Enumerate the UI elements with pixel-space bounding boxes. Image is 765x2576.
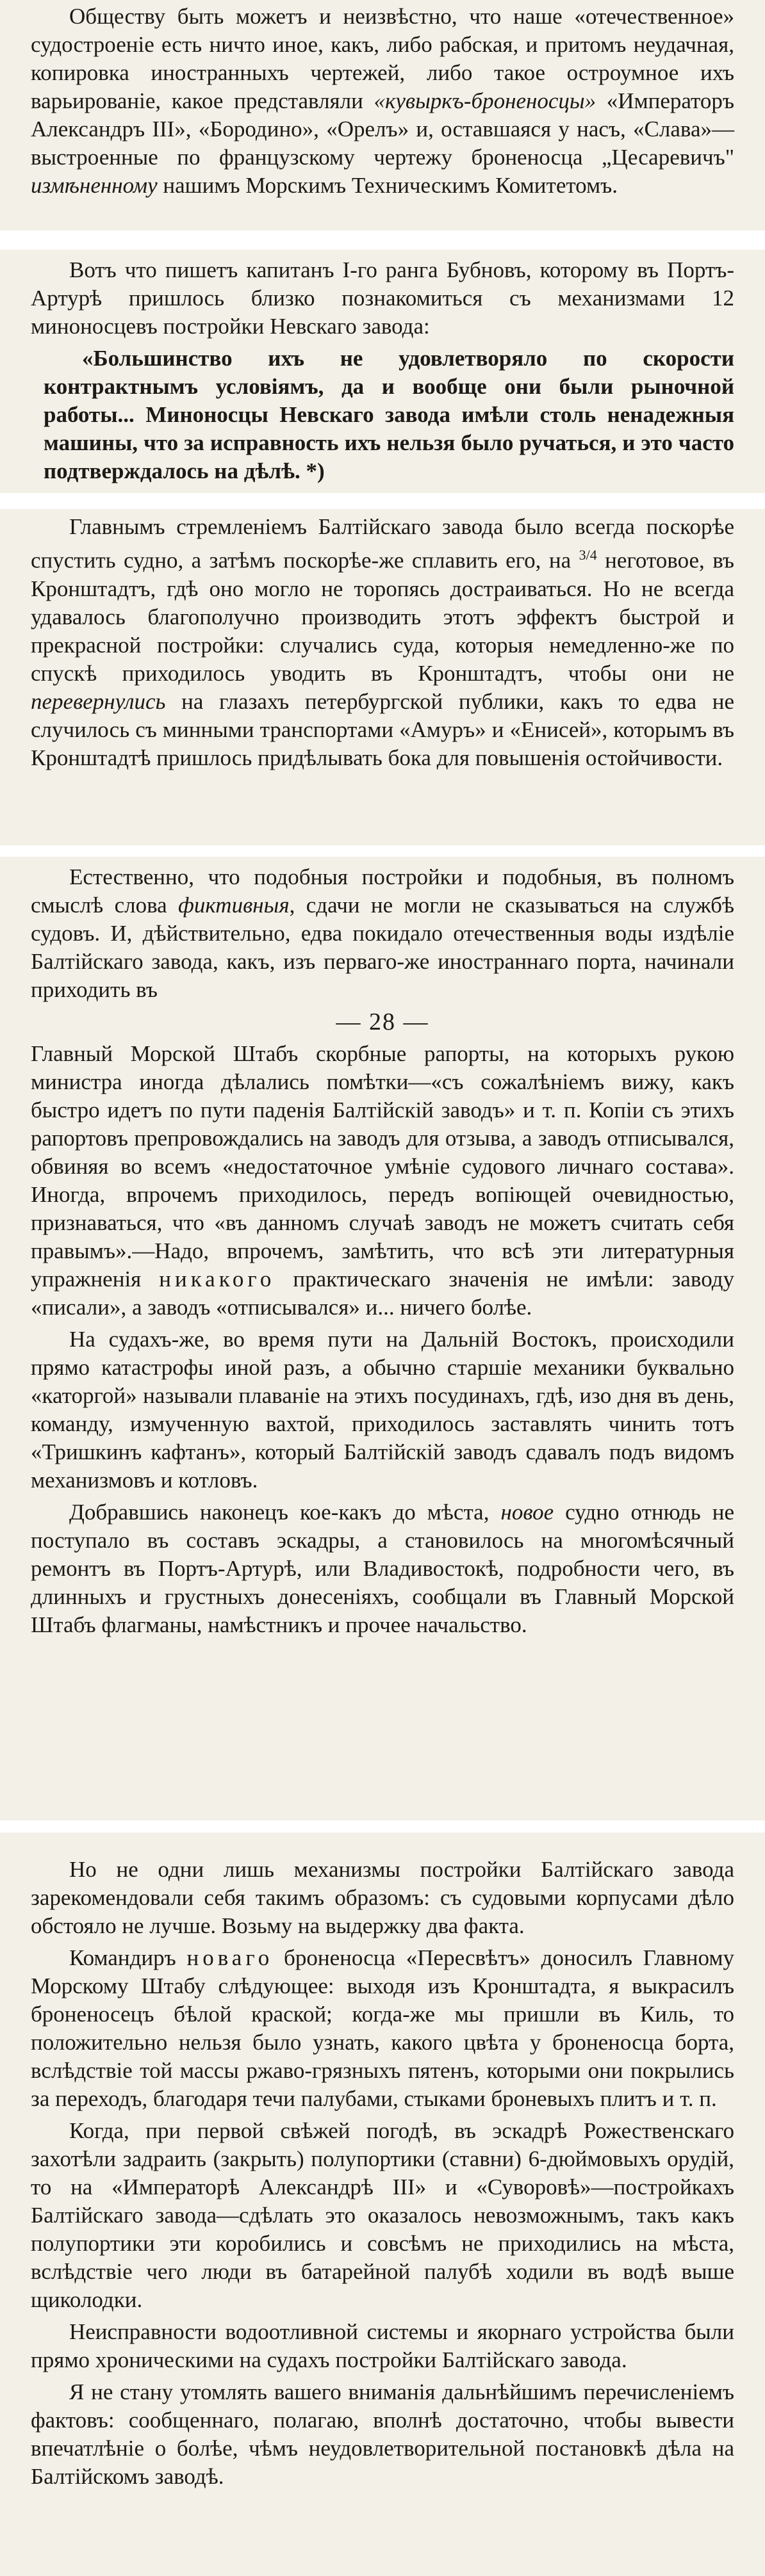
paragraph: Естественно, что подобныя постройки и подобныя, въ полномъ смыслѣ слова фиктивныя, сдачи не могли не сказываться на службѣ судовъ. И, дѣйствительно, едва покидало отечественныя воды издѣліе Балтійскаго завода, какъ, изъ перваго-же иностраннаго порта, начинали приходить въ [31,864,734,1002]
paragraph: Неисправности водоотливной системы и якорнаго устройства были прямо хроническими на судахъ постройки Балтійскаго завода. [31,2319,734,2372]
paragraph: Но не одни лишь механизмы постройки Балтійскаго завода зарекомендовали себя такимъ образомъ: съ судовыми корпусами дѣло обстояло не лучше. Возьму на выдержку два факта. [31,1857,734,1938]
paragraph: Когда, при первой свѣжей погодѣ, въ эскадрѣ Рожественскаго захотѣли задраить (закрыть) полупортики (ставни) 6-дюймовыхъ орудій, то на «Императорѣ Александрѣ III» и «Суворовѣ»—постройкахъ Балтійскаго завода—сдѣлать это оказалось невозможнымъ, такъ какъ полупортики эти коробились и совсѣмъ не приходились на мѣста, вслѣдствіе чего люди въ батарейной палубѣ ходили въ водѣ выше щиколодки. [31,2118,734,2312]
paragraph: Вотъ что пишетъ капитанъ I-го ранга Бубновъ, которому въ Портъ-Артурѣ пришлось близко познакомиться съ механизмами 12 миноносцевъ постройки Невскаго завода: [31,257,734,339]
paragraph: Командиръ новаго броненосца «Пересвѣтъ» доносилъ Главному Морскому Штабу слѣдующее: выходя изъ Кронштадта, я выкрасилъ броненосецъ бѣлой краской; когда-же мы пришли въ Киль, то положительно нельзя было узнать, какого цвѣта у броненосца борта, вслѣдствіе той массы ржаво-грязныхъ пятенъ, которыми они покрылись за переходъ, благодаря течи палубами, стыками броневыхъ плитъ и т. п. [31,1945,734,2111]
paragraph: Обществу быть можетъ и неизвѣстно, что наше «отечественное» судостроеніе есть ничто иное, какъ, либо рабская, и притомъ неудачная, копировка иностранныхъ чертежей, либо такое остроумное ихъ варьированіе, какое представляли «кувыркъ-броненосцы» «Императоръ Александръ III», «Бородино», «Орелъ» и, оставшаяся у насъ, «Слава»—выстроенные по французскому чертежу броненосца „Цесаревичъ" измѣненному нашимъ Морскимъ Техническимъ Комитетомъ. [31,4,734,198]
text-fragment-5 [0,1833,765,2576]
page-number: — 28 — [336,1009,429,1035]
quote-paragraph: «Большинство ихъ не удовлетворяло по скорости контрактнымъ условіямъ, да и вообще они были рыночной работы... Миноносцы Невскаго завода имѣли столь ненадежныя машины, что за исправность ихъ нельзя было ручаться, и это часто подтверждалось на дѣлѣ. *) [44,346,734,483]
paragraph: На судахъ-же, во время пути на Дальній Востокъ, происходили прямо катастрофы иной разъ, а обычно старшіе механики буквально «каторгой» называли плаваніе на этихъ посудинахъ, гдѣ, изо дня въ день, команду, измученную вахтой, приходилось заставлять чинить тотъ «Тришкинъ кафтанъ», который Балтійскій заводъ сдавалъ подъ видомъ механизмовъ и котловъ. [31,1327,734,1493]
text-fragment-2 [0,250,765,493]
paragraph: Я не стану утомлять вашего вниманія дальнѣйшимъ перечисленіемъ фактовъ: сообщеннаго, полагаю, вполнѣ достаточно, чтобы вывести впечатлѣніе о болѣе, чѣмъ неудовлетворительной постановкѣ дѣла на Балтійскомъ заводѣ. [31,2379,734,2489]
text-fragment-1 [0,0,765,231]
text-fragment-3 [0,509,765,845]
text-fragment-4 [0,857,765,1820]
paragraph: Добравшись наконецъ кое-какъ до мѣста, новое судно отнюдь не поступало въ составъ эскадры, а становилось на многомѣсячный ремонтъ въ Портъ-Артурѣ, или Владивостокѣ, подробности чего, въ длинныхъ и грустныхъ донесеніяхъ, сообщали въ Главный Морской Штабъ флагманы, намѣстникъ и прочее начальство. [31,1500,734,1637]
paragraph: Главнымъ стремленіемъ Балтійскаго завода было всегда поскорѣе спустить судно, а затѣмъ поскорѣе-же сплавить его, на $^{3/4}$ неготовое, въ Кронштадтъ, гдѣ оно могло не торопясь достраиваться. Но не всегда удавалось благополучно производить этотъ эффектъ быстрой и прекрасной постройки: случались суда, которыя немедленно-же по спускѣ приходилось уводить въ Кронштадтъ, чтобы они не перевернулись на глазахъ петербургской публики, какъ то едва не случилось съ минными транспортами «Амуръ» и «Енисей», которымъ въ Кронштадтѣ пришлось придѣлывать бока для повышенія остойчивости. [31,514,734,770]
paragraph: Главный Морской Штабъ скорбные рапорты, на которыхъ рукою министра иногда дѣлались помѣтки—«съ сожалѣніемъ вижу, какъ быстро идетъ по пути паденія Балтійскій заводъ» и т. п. Копіи съ этихъ рапортовъ препровождались на заводъ для отзыва, а заводъ отписывался, обвиняя во всемъ «недостаточное умѣніе судового личнаго состава». Иногда, впрочемъ приходилось, передъ вопіющей очевидностью, признаваться, что «въ данномъ случаѣ заводъ не можетъ считать себя правымъ».—Надо, впрочемъ, замѣтить, что всѣ эти литературныя упражненія никакого практическаго значенія не имѣли: заводу «писали», а заводъ «отписывался» и... ничего болѣе. [31,1041,735,1320]
